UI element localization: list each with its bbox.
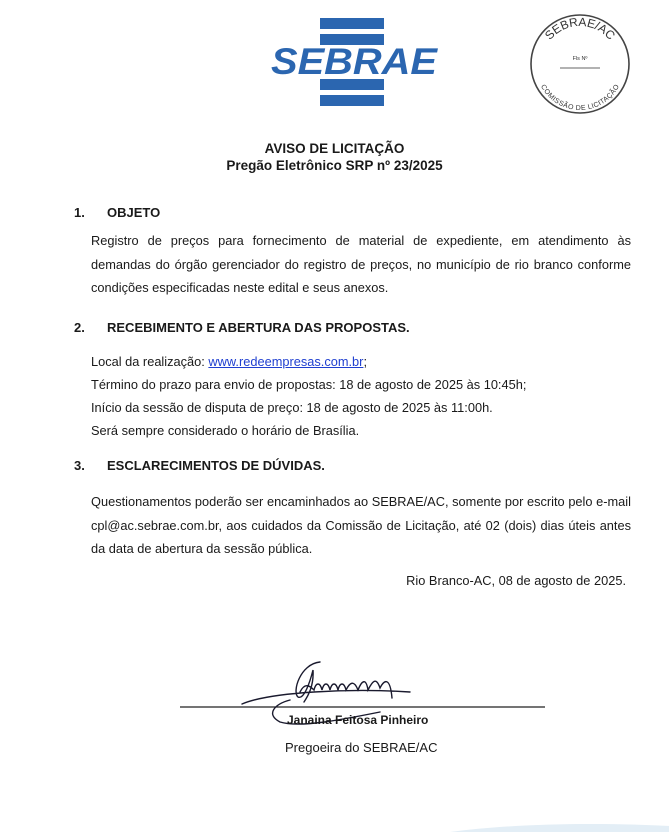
- section-3-title: ESCLARECIMENTOS DE DÚVIDAS.: [107, 458, 325, 473]
- signatory-role: Pregoeira do SEBRAE/AC: [285, 740, 438, 755]
- document-title: AVISO DE LICITAÇÃO: [264, 141, 405, 156]
- stamp-bottom-text: COMISSÃO DE LICITAÇÃO: [539, 83, 621, 113]
- venue-line: [91, 354, 367, 369]
- stamp-top-text: SEBRAE/AC: [542, 14, 618, 43]
- section-3-number: 3.: [74, 458, 85, 473]
- section-1-title: OBJETO: [107, 205, 161, 220]
- deadline-line: Término do prazo para envio de propostas: 18 de agosto de 2025 às 10:45h;: [91, 377, 527, 392]
- date-place-line: Rio Branco-AC, 08 de agosto de 2025.: [406, 573, 626, 588]
- venue-label: Local da realização:: [91, 354, 209, 369]
- svg-text:SEBRAE/AC: [542, 15, 618, 43]
- venue-link[interactable]: www.redeempresas.com.br: [208, 354, 364, 369]
- section-1-number: 1.: [74, 205, 85, 220]
- section-3-body: Questionamentos poderão ser encaminhados ao SEBRAE/AC, somente por escrito pelo e-mail cpl@ac.sebrae.com.br, aos cuidados da Comissão de Licitação, até 02 (dois) dias úteis antes da data de abertura da sessão pública.: [91, 494, 631, 556]
- svg-text:COMISSÃO DE LICITAÇÃO: [539, 83, 621, 112]
- signatory-name: Janaina Feitosa Pinheiro: [287, 713, 429, 727]
- section-2-number: 2.: [74, 320, 85, 335]
- session-start-line: Início da sessão de disputa de preço: 18 de agosto de 2025 às 11:00h.: [91, 400, 493, 415]
- document-subtitle: Pregão Eletrônico SRP nº 23/2025: [226, 158, 443, 173]
- sebrae-logo: [268, 16, 440, 108]
- page-corner-decoration: [450, 820, 669, 832]
- timezone-line: Será sempre considerado o horário de Brasília.: [91, 423, 360, 438]
- venue-suffix: ;: [363, 354, 367, 369]
- section-1-body: Registro de preços para fornecimento de material de expediente, em atendimento às demandas do órgão gerenciador do registro de preços, no município de rio branco conforme condições especificadas neste edital e seus anexos.: [91, 233, 631, 295]
- stamp-center-text: Fls Nº: [572, 56, 588, 62]
- section-2-title: RECEBIMENTO E ABERTURA DAS PROPOSTAS.: [107, 320, 410, 335]
- commission-stamp: [528, 12, 632, 116]
- logo-text: SEBRAE: [271, 41, 439, 82]
